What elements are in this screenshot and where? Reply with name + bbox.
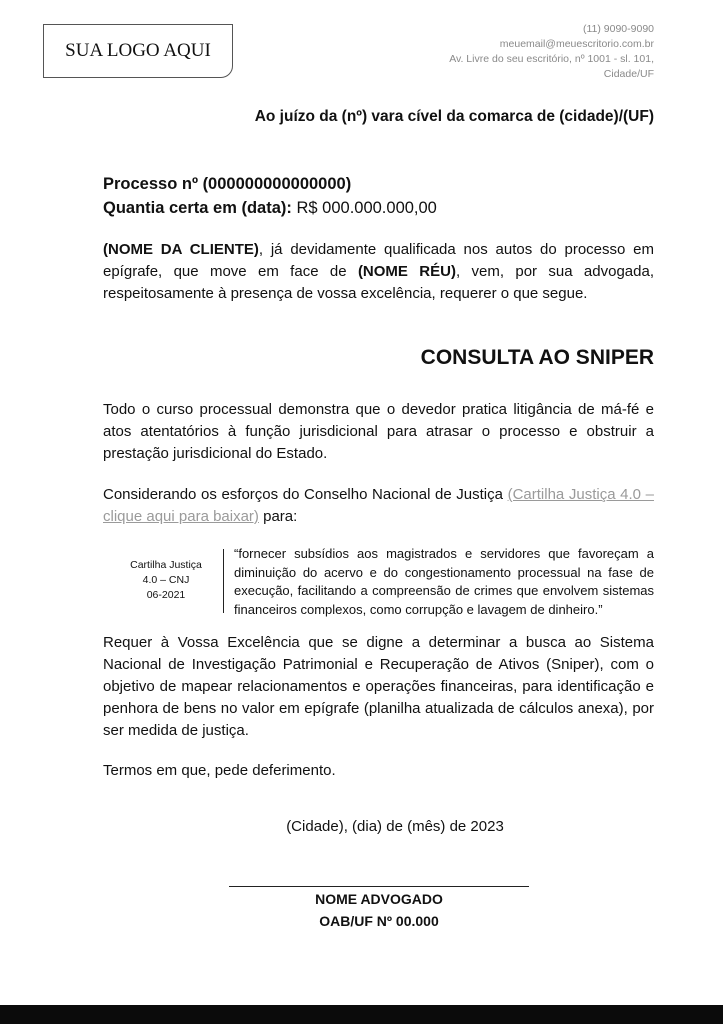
citation-source-line3: 06-2021 [146, 589, 186, 601]
amount-value: R$ 000.000.000,00 [296, 199, 437, 217]
citation-source-line1: Cartilha Justiça [130, 559, 202, 571]
contact-phone: (11) 9090-9090 [582, 23, 654, 35]
citation-source [118, 558, 214, 603]
bottom-edge-bar [0, 1005, 723, 1024]
cartilha-download-link[interactable]: (Cartilha Justiça 4.0 – clique aqui para baixar) [103, 486, 654, 525]
paragraph-cnj-after: para: [258, 508, 298, 525]
signature-line [229, 886, 529, 887]
intro-text-2: , vem, por sua advogada, respeitosamente à presença de vossa excelência, requerer o que segue. [103, 263, 655, 302]
section-title: CONSULTA AO SNIPER [420, 346, 654, 369]
citation-quote: “fornecer subsídios aos magistrados e servidores que favoreçam a diminuição do acervo e do congestionamento processual na fase de execução, facilitando a compreensão de crimes que envolvem sistemas financeiros complexos, como corrupção e lavagem de dinheiro.” [234, 546, 654, 617]
logo-placeholder [43, 24, 233, 78]
citation-divider [223, 549, 224, 613]
closing-text: Termos em que, pede deferimento. [103, 762, 336, 779]
client-name: (NOME DA CLIENTE) [103, 241, 259, 258]
contact-block [424, 22, 654, 82]
process-info [103, 172, 437, 220]
paragraph-request: Requer à Vossa Excelência que se digne a determinar a busca ao Sistema Nacional de Investigação Patrimonial e Recuperação de Ativos (Sniper), com o objetivo de mapear relacionamentos e operações financeiras, para identificação e penhora de bens no valor em epígrafe (planilha atualizada de cálculos anexa), por ser medida de justiça. [103, 634, 654, 739]
paragraph-cnj [103, 484, 654, 528]
paragraph-cnj-text: Considerando os esforços do Conselho Nacional de Justiça [103, 486, 508, 503]
lawyer-oab: OAB/UF Nº 00.000 [319, 913, 439, 929]
process-number: Processo nº (000000000000000) [103, 175, 352, 193]
logo-text: SUA LOGO AQUI [65, 40, 211, 61]
contact-address: Av. Livre do seu escritório, nº 1001 - sl. 101, Cidade/UF [449, 53, 654, 80]
court-addressing: Ao juízo da (nº) vara cível da comarca de (cidade)/(UF) [254, 108, 654, 125]
defendant-name: (NOME RÉU) [357, 263, 456, 280]
amount-label: Quantia certa em (data): [103, 199, 292, 217]
intro-paragraph [103, 239, 654, 305]
lawyer-name: NOME ADVOGADO [315, 891, 443, 907]
paragraph-bad-faith: Todo o curso processual demonstra que o devedor pratica litigância de má-fé e atos atentatórios à função jurisdicional para atrasar o processo e obstruir a prestação jurisdicional do Estado. [103, 401, 654, 462]
date-line: (Cidade), (dia) de (mês) de 2023 [286, 818, 504, 835]
contact-email: meuemail@meuescritorio.com.br [499, 38, 654, 50]
intro-text-1: , já devidamente qualificada nos autos do processo em epígrafe, que move em face de [103, 241, 654, 280]
amount-line [103, 196, 437, 220]
citation-source-line2: 4.0 – CNJ [142, 574, 190, 586]
